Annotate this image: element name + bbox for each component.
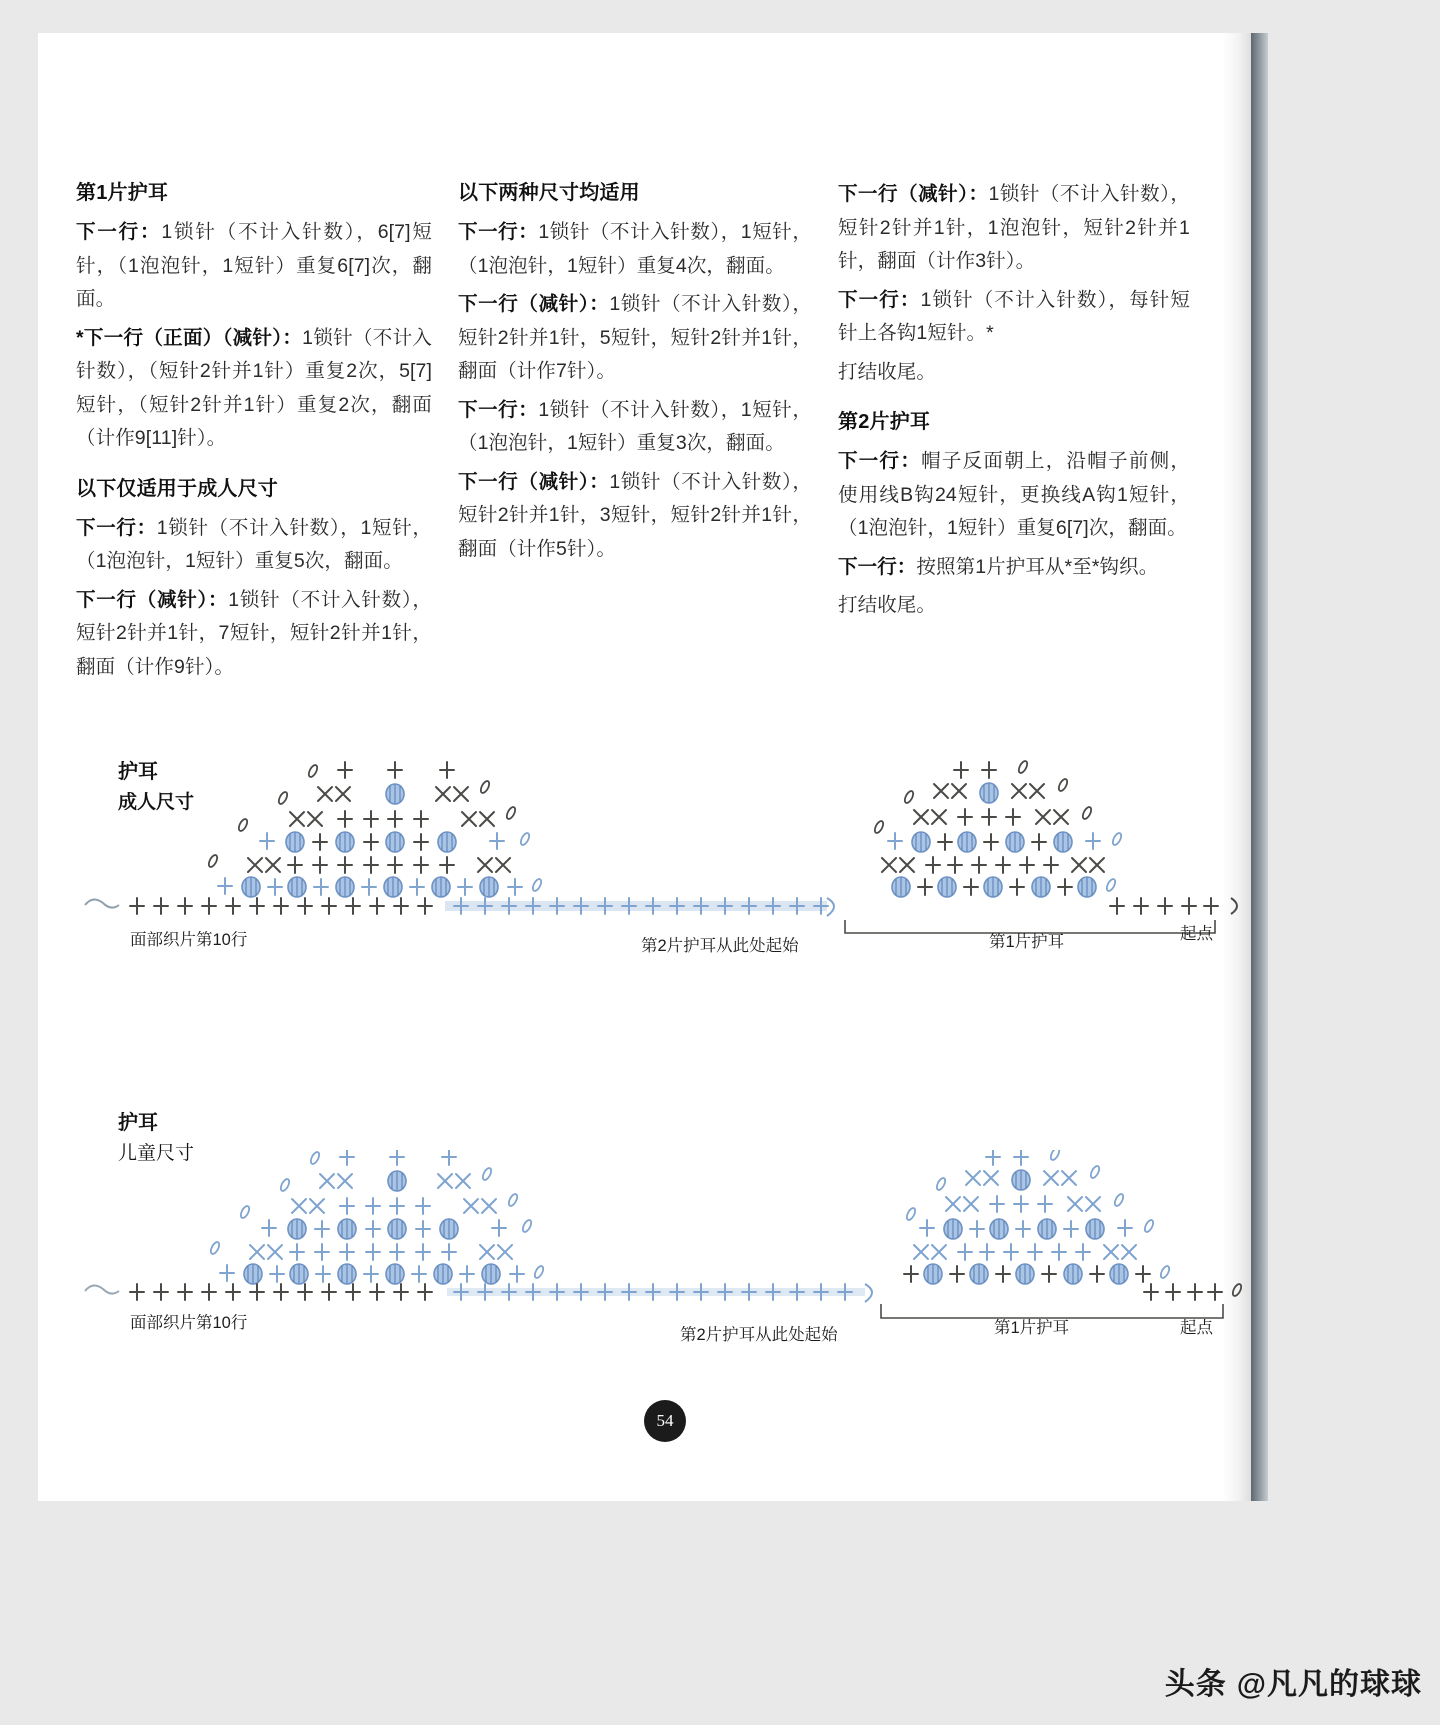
heading-adult-only: 以下仅适用于成人尺寸: [76, 477, 278, 500]
chart-adult-title: 护耳: [118, 761, 158, 783]
page-number: 54: [644, 1400, 686, 1442]
caption-adult-face-row: 面部织片第10行: [130, 931, 248, 949]
heading-both-sizes: 以下两种尺寸均适用: [458, 182, 640, 204]
body-c3-r1: 1锁针（不计入针数），短针2针并1针，1泡泡针，短针2针并1针，翻面（计作3针）。: [838, 183, 1190, 273]
body-c3-r4: 按照第1片护耳从*至*钩织。: [916, 555, 1159, 578]
lead-c1-r1: 下一行：: [76, 221, 162, 243]
caption-child-face-row: 面部织片第10行: [130, 1314, 248, 1332]
caption-adult-earflap1: 第1片护耳: [989, 933, 1065, 951]
chart-child-title: 护耳: [118, 1112, 158, 1134]
heading-earflap-1: 第1片护耳: [76, 182, 169, 204]
body-c3-r2: 1锁针（不计入针数），每针短针上各钩1短针。*: [838, 288, 1190, 345]
body-c2-r2: 1锁针（不计入针数），短针2针并1针，5短针，短针2针并1针，翻面（计作7针）。: [458, 293, 812, 383]
lead-c3-r4: 下一行：: [838, 555, 917, 578]
caption-child-earflap1: 第1片护耳: [994, 1319, 1070, 1337]
body-c1-r4: 1锁针（不计入针数），短针2针并1针，7短针，短针2针并1针，翻面（计作9针）。: [76, 588, 432, 678]
caption-child-start-point: 起点: [1180, 1319, 1213, 1337]
paragraph-c3-finish-2: 打结收尾。: [838, 594, 937, 617]
body-c1-r2: 1锁针（不计入针数），（短针2针并1针）重复2次，5[7]短针，（短针2针并1针）重复2次，翻面（计作9[11]针）。: [76, 326, 432, 450]
lead-c3-r2: 下一行：: [838, 288, 921, 311]
body-c2-r4: 1锁针（不计入针数），短针2针并1针，3短针，短针2针并1针，翻面（计作5针）。: [458, 470, 812, 560]
body-c2-r3: 1锁针（不计入针数），1短针，（1泡泡针，1短针）重复3次，翻面。: [458, 398, 812, 455]
heading-earflap-2: 第2片护耳: [838, 411, 931, 434]
lead-c2-r1: 下一行：: [458, 221, 539, 243]
body-c2-r1: 1锁针（不计入针数），1短针，（1泡泡针，1短针）重复4次，翻面。: [458, 221, 812, 277]
paragraph-c3-finish-1: 打结收尾。: [838, 360, 937, 383]
chart-adult-subtitle: 成人尺寸: [118, 792, 195, 813]
caption-adult-earflap2-start: 第2片护耳从此处起始: [641, 937, 799, 955]
chart-adult-diagram: [75, 735, 1275, 965]
chart-child-subtitle: 儿童尺寸: [118, 1143, 195, 1164]
lead-c2-r2: 下一行（减针）：: [458, 293, 610, 316]
lead-c3-r3: 下一行：: [838, 450, 922, 473]
watermark: [1165, 1659, 1422, 1703]
body-c1-r1: 1锁针（不计入针数），6[7]短针，（1泡泡针，1短针）重复6[7]次，翻面。: [76, 221, 432, 311]
watermark-handle: @凡凡的球球: [1236, 1668, 1422, 1701]
lead-c3-r1: 下一行（减针）：: [838, 183, 989, 205]
lead-c1-r3: 下一行：: [76, 516, 157, 539]
toutiao-logo: 头条: [1164, 1668, 1227, 1701]
lead-c2-r4: 下一行（减针）：: [458, 470, 610, 493]
chart-child-diagram: [75, 1150, 1275, 1350]
lead-c1-r2: *下一行（正面）（减针）：: [76, 326, 303, 349]
caption-adult-start-point: 起点: [1180, 925, 1213, 943]
body-c1-r3: 1锁针（不计入针数），1短针，（1泡泡针，1短针）重复5次，翻面。: [76, 516, 432, 573]
body-c3-r3: 帽子反面朝上，沿帽子前侧，使用线B钩24短针，更换线A钩1短针，（1泡泡针，1短针）重复6[7]次，翻面。: [838, 450, 1190, 540]
caption-child-earflap2-start: 第2片护耳从此处起始: [680, 1326, 838, 1344]
lead-c2-r3: 下一行：: [458, 398, 539, 421]
lead-c1-r4: 下一行（减针）：: [76, 588, 229, 611]
